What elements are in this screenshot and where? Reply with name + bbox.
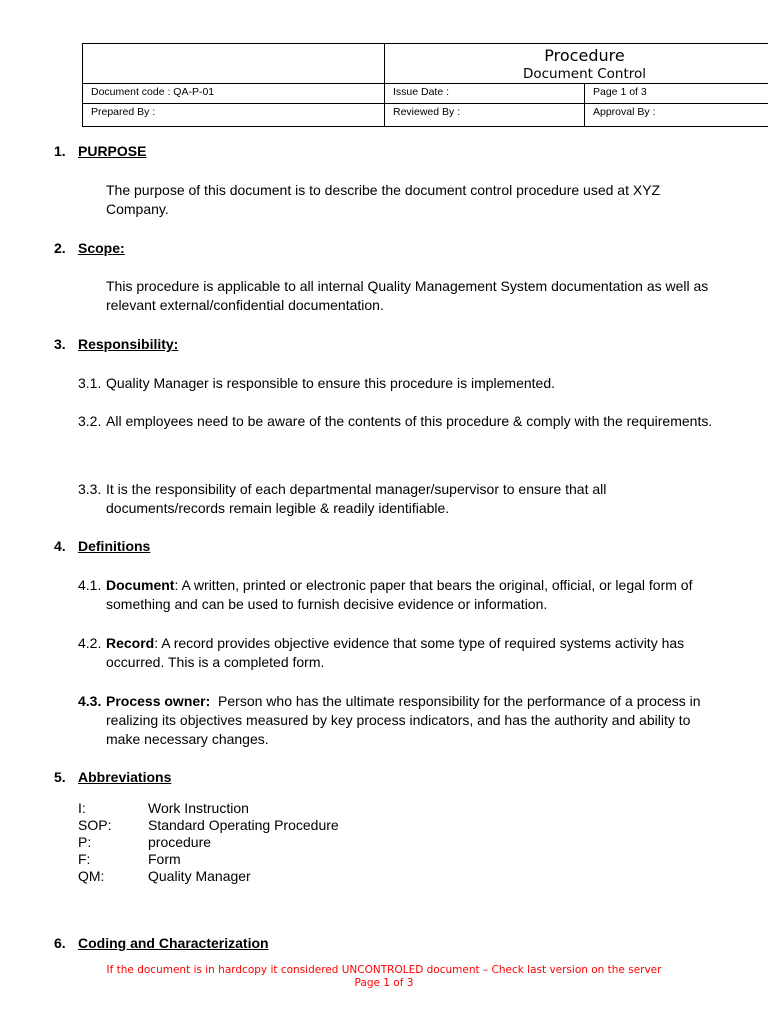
section-number: 2. (54, 240, 66, 256)
abbr-key: SOP: (78, 817, 112, 833)
item-text: Quality Manager is responsible to ensure this procedure is implemented. (106, 375, 556, 391)
definition-term: Process owner: (106, 693, 211, 709)
section-title: Definitions (78, 538, 151, 554)
section-number: 3. (54, 336, 66, 352)
definition-term: Document (106, 577, 175, 593)
issue-date: Issue Date : (393, 86, 450, 98)
scope-text: This procedure is applicable to all internal Quality Management System documentation as well as relevant external/confidential documentation. (106, 278, 709, 313)
doc-code: Document code : QA-P-01 (91, 86, 215, 98)
definition-term: Record (106, 635, 155, 651)
responsibility-item (78, 480, 718, 518)
abbreviation-row (78, 851, 478, 868)
page-cell (585, 84, 768, 104)
section-coding-heading (54, 935, 269, 951)
uncontrolled-warning: If the document is in hardcopy it considered UNCONTROLED document – Check last version on the server (106, 964, 662, 976)
section-title: Coding and Characterization (78, 935, 269, 951)
issue-date-cell (385, 84, 585, 104)
responsibility-item (78, 374, 718, 393)
abbreviation-row (78, 868, 478, 885)
abbr-key: F: (78, 851, 91, 867)
section-title: PURPOSE (78, 143, 147, 159)
definition-item (78, 692, 718, 749)
doc-code-cell (83, 84, 385, 104)
item-number: 4.2. (78, 635, 102, 651)
header-blank-cell (83, 44, 385, 84)
abbr-value: procedure (148, 834, 212, 850)
prepared-by: Prepared By : (91, 106, 156, 118)
page-number: Page 1 of 3 (593, 86, 647, 98)
abbreviation-row (78, 817, 478, 834)
section-number: 6. (54, 935, 66, 951)
item-text (106, 692, 718, 749)
definition-item (78, 634, 718, 672)
purpose-text: The purpose of this document is to describe the document control procedure used at XYZ Company. (106, 182, 661, 217)
definition-item (78, 576, 718, 614)
abbr-value: Quality Manager (148, 868, 251, 884)
abbr-value: Work Instruction (148, 800, 249, 816)
footer-page-number: Page 1 of 3 (354, 977, 414, 989)
abbr-key: QM: (78, 868, 105, 884)
abbr-value: Form (148, 851, 181, 867)
header-title-cell (385, 44, 768, 84)
document-title: Document Control (522, 66, 647, 82)
reviewed-by-cell (385, 104, 585, 127)
item-text (106, 576, 718, 614)
document-header-table (82, 43, 768, 127)
section-title: Responsibility: (78, 336, 179, 352)
definition-body: : A written, printed or electronic paper that bears the original, official, or legal form of something and can be used to furnish decisive evidence or information. (106, 577, 693, 612)
section-title: Scope: (78, 240, 125, 256)
section-responsibility-heading (54, 336, 178, 352)
item-number: 3.2. (78, 413, 102, 429)
item-number: 4.3. (78, 693, 102, 709)
abbreviation-list (78, 800, 478, 885)
section-number: 5. (54, 769, 66, 785)
abbr-key: I: (78, 800, 86, 816)
section-scope-heading (54, 240, 125, 256)
definition-body: Person who has the ultimate responsibility for the performance of a process in realizing its objectives measured by key process indicators, and has the authority and ability to make necessary changes. (106, 693, 705, 747)
item-number: 3.1. (78, 375, 102, 391)
section-number: 4. (54, 538, 66, 554)
procedure-title: Procedure (544, 46, 625, 65)
section-title: Abbreviations (78, 769, 172, 785)
section-definitions-heading (54, 538, 150, 554)
abbreviation-row (78, 834, 478, 851)
item-number: 3.3. (78, 481, 102, 497)
definition-body: : A record provides objective evidence that some type of required systems activity has occurred. This is a completed form. (106, 635, 685, 670)
item-text: All employees need to be aware of the contents of this procedure & comply with the requirements. (106, 413, 713, 429)
item-text (106, 634, 718, 672)
approval-by-cell (585, 104, 768, 127)
responsibility-item (78, 412, 718, 431)
prepared-by-cell (83, 104, 385, 127)
section-abbreviations-heading (54, 769, 171, 785)
abbr-key: P: (78, 834, 92, 850)
abbreviation-row (78, 800, 478, 817)
item-number: 4.1. (78, 577, 102, 593)
approval-by: Approval By : (593, 106, 656, 118)
item-text: It is the responsibility of each departmental manager/supervisor to ensure that all documents/records remain legible & readily identifiable. (106, 481, 607, 516)
section-number: 1. (54, 143, 66, 159)
abbr-value: Standard Operating Procedure (148, 817, 339, 833)
section-purpose-heading (54, 143, 146, 159)
reviewed-by: Reviewed By : (393, 106, 461, 118)
